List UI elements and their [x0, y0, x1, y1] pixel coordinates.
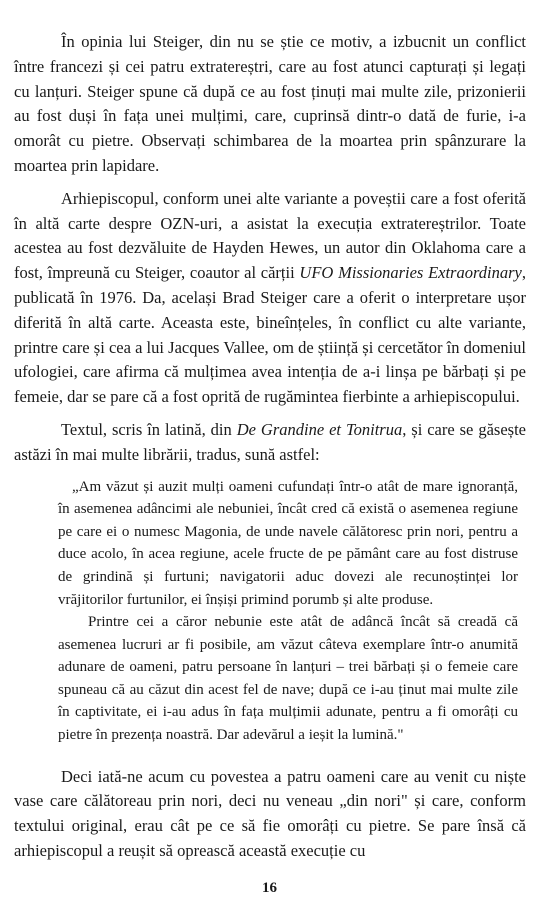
page-body — [14, 30, 526, 872]
page-number: 16 — [262, 880, 277, 896]
paragraph-text-part: , publicată în 1976. Da, același Brad Steiger care a oferit o interpretare ușor diferită în altă carte. Aceasta este, bineînțeles, în conflict cu alte variante, printre care și cea a lui Jacques Vallee, om de știință și cercetător în domeniul ufologiei, care afirma că mulțimea avea intenția de a-i linșa pe bărbați și pe femeie, dar se pare că a fost oprită de rugămintea fierbinte a arhiepiscopului. — [14, 263, 526, 407]
paragraph-text-part: , și care se găsește astăzi în mai multe librării, tradus, sună astfel: — [14, 419, 526, 464]
quote-paragraph-magonia: „Am văzut și auzit mulți oameni cufundați într-o atât de mare ignoranță, în asemenea adâncimi ale nebuniei, încât cred că există o asemenea regiune pe care ei o numesc Magonia, de unde navele călătoresc prin nori, pentru a duce acolo, în acea regiune, acele fructe de pe pământ care au fost distruse de grindină și furtuni; navigatorii aduc dovezi ale recunoștinței lor vrăjitorilor furtunilor, ei înșiși primind porumb și alte produse. — [58, 478, 518, 608]
block-quote — [58, 476, 518, 747]
paragraph-archbishop-execution — [14, 187, 526, 410]
paragraph-closing: Deci iată-ne acum cu povestea a patru oameni care au venit cu niște vase care călătoreau prin nori, deci nu veneau „din nori" și care, conform textului original, erau cât pe ce să fie omorâți cu pietre. Se pare însă că arhiepiscopul a reușit să oprească această execuție cu — [14, 766, 526, 861]
latin-work-title: De Grandine et Tonitrua — [236, 419, 403, 439]
quote-paragraph-prisoners: Printre cei a căror nebunie este atât de adâncă încât să creadă că asemenea lucruri ar fi posibile, am văzut câteva exemplare într-o anumită adunare de oameni, patru persoane în lanțuri – trei bărbați și o femeie care spuneau că au căzut din acest fel de nave; după ce i-au ținut mai multe zile în captivitate, ei i-au adus în fața mulțimii adunate, pentru a fi omorâți cu pietre în prezența noastră. Dar adevărul a ieșit la lumină." — [58, 614, 518, 744]
paragraph-steiger-conflict: În opinia lui Steiger, din nu se știe ce motiv, a izbucnit un conflict între francezi și cei patru extratereștri, care au fost atunci capturați și legați cu lanțuri. Steiger spune că după ce au fost ținuți mai multe zile, prizonierii au fost duși în fața unei mulțimi, care, cuprinsă dintr-o dată de furie, i-a omorât cu pietre. Observați schimbarea de la moartea prin spânzurare la moartea prin lapidare. — [14, 32, 526, 175]
book-title: UFO Missionaries Extraordinary — [299, 263, 522, 283]
paragraph-latin-text-intro — [14, 418, 526, 468]
paragraph-text-part: Arhiepiscopul, conform unei alte variante a poveștii care a fost oferită în altă carte despre OZN-uri, a asistat la execuția extratereștrilor. Toate acestea au fost dezvăluite de Hayden Hewes, un autor din Oklahoma care a fost, împreună cu Steiger, coautor al cărții — [14, 188, 526, 283]
paragraph-text-part: Textul, scris în latină, din — [61, 419, 237, 439]
